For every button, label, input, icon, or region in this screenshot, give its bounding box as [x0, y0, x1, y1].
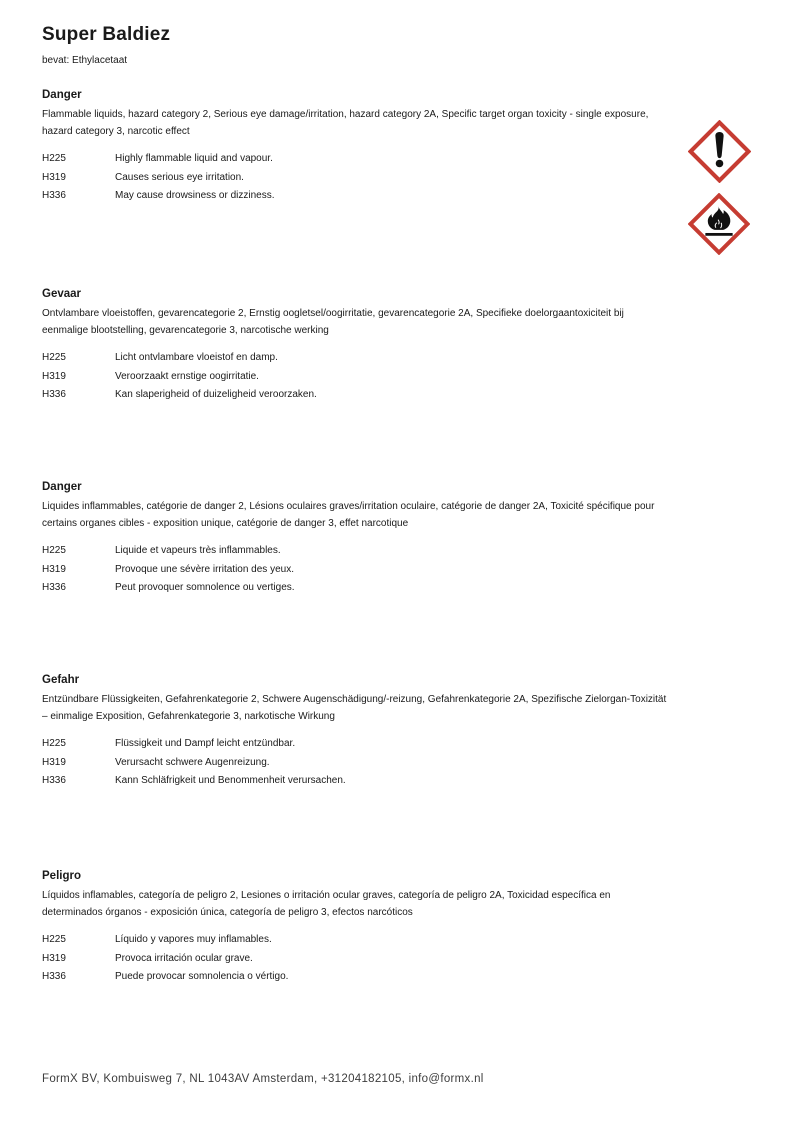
hazard-statement-row	[42, 172, 672, 191]
h-statement-text: Provoca irritación ocular grave.	[115, 952, 253, 964]
h-statement-text: Licht ontvlambare vloeistof en damp.	[115, 352, 278, 363]
h-statement-code: H319	[42, 563, 66, 575]
hazard-statement-row	[42, 564, 672, 583]
hazard-category-text: Líquidos inflamables, categoría de peligro 2, Lesiones o irritación ocular graves, categoría de peligro 2A, Toxicidad específica en determinados órganos - exposición única, categoría de peligro 3, efectos narcóticos	[42, 890, 611, 918]
hazard-statement-row	[42, 934, 672, 953]
hazard-statement-row	[42, 545, 672, 564]
h-statement-text: Puede provocar somnolencia o vértigo.	[115, 971, 289, 982]
hazard-category-text: Entzündbare Flüssigkeiten, Gefahrenkategorie 2, Schwere Augenschädigung/-reizung, Gefahrenkategorie 2A, Spezifische Zielorgan-Toxizität – einmalige Exposition, Gefahrenkategorie 3, narkotische Wirkung	[42, 694, 667, 722]
signal-word: Gefahr	[42, 674, 80, 686]
h-statement-code: H225	[42, 934, 66, 945]
h-statement-code: H336	[42, 190, 66, 201]
hazard-statements	[42, 352, 672, 408]
hazard-statements	[42, 934, 672, 990]
h-statement-text: Provoque une sévère irritation des yeux.	[115, 563, 294, 575]
hazard-category-text: Ontvlambare vloeistoffen, gevarencategorie 2, Ernstig oogletsel/oogirritatie, gevarencategorie 2A, Specifieke doelorgaantoxiciteit bij eenmalige blootstelling, gevarencategorie 3, narcotische werking	[42, 308, 624, 336]
h-statement-code: H336	[42, 389, 66, 400]
h-statement-code: H319	[42, 171, 66, 183]
hazard-statements	[42, 153, 672, 209]
h-statement-text: Kan slaperigheid of duizeligheid veroorzaken.	[115, 389, 317, 400]
hazard-category-text: Liquides inflammables, catégorie de danger 2, Lésions oculaires graves/irritation oculaire, catégorie de danger 2A, Toxicité spécifique pour certains organes cibles - exposition unique, catégorie de danger 3, effet narcotique	[42, 501, 655, 529]
hazard-statement-row	[42, 757, 672, 776]
h-statement-text: Flüssigkeit und Dampf leicht entzündbar.	[115, 738, 296, 749]
flame-diamond-icon	[688, 193, 750, 255]
product-title: Super Baldiez	[42, 24, 171, 45]
hazard-category-text: Flammable liquids, hazard category 2, Serious eye damage/irritation, hazard category 2A, Specific target organ toxicity - single exposure, hazard category 3, narcotic effect	[42, 109, 649, 137]
hazard-statement-row	[42, 371, 672, 390]
h-statement-text: Causes serious eye irritation.	[115, 171, 244, 183]
h-statement-code: H336	[42, 971, 66, 982]
signal-word: Danger	[42, 481, 82, 493]
signal-word: Peligro	[42, 870, 81, 882]
h-statement-code: H225	[42, 545, 66, 556]
contains-substance-line: bevat: Ethylacetaat	[42, 55, 128, 66]
h-statement-code: H225	[42, 352, 66, 363]
h-statement-code: H319	[42, 756, 66, 768]
signal-word: Danger	[42, 89, 82, 101]
hazard-statement-row	[42, 582, 672, 601]
h-statement-code: H225	[42, 153, 66, 164]
ghs-pictograms	[688, 120, 752, 265]
h-statement-code: H319	[42, 370, 66, 382]
h-statement-code: H225	[42, 738, 66, 749]
company-footer: FormX BV, Kombuisweg 7, NL 1043AV Amsterdam, +31204182105, info@formx.nl	[42, 1073, 484, 1085]
h-statement-text: Peut provoquer somnolence ou vertiges.	[115, 582, 295, 593]
hazard-statement-row	[42, 190, 672, 209]
hazard-statement-row	[42, 389, 672, 408]
h-statement-code: H336	[42, 582, 66, 593]
hazard-statement-row	[42, 775, 672, 794]
h-statement-text: Highly flammable liquid and vapour.	[115, 153, 273, 164]
h-statement-text: Kann Schläfrigkeit und Benommenheit verursachen.	[115, 775, 346, 786]
h-statement-code: H336	[42, 775, 66, 786]
hazard-statements	[42, 738, 672, 794]
h-statement-code: H319	[42, 952, 66, 964]
h-statement-text: Líquido y vapores muy inflamables.	[115, 934, 272, 945]
hazard-statement-row	[42, 953, 672, 972]
h-statement-text: May cause drowsiness or dizziness.	[115, 190, 275, 201]
h-statement-text: Veroorzaakt ernstige oogirritatie.	[115, 370, 259, 382]
h-statement-text: Liquide et vapeurs très inflammables.	[115, 545, 281, 556]
h-statement-text: Verursacht schwere Augenreizung.	[115, 756, 270, 768]
hazard-statement-row	[42, 971, 672, 990]
hazard-statement-row	[42, 153, 672, 172]
hazard-statement-row	[42, 352, 672, 371]
hazard-statement-row	[42, 738, 672, 757]
hazard-statements	[42, 545, 672, 601]
signal-word: Gevaar	[42, 288, 82, 300]
exclamation-mark-diamond-icon	[688, 120, 751, 183]
